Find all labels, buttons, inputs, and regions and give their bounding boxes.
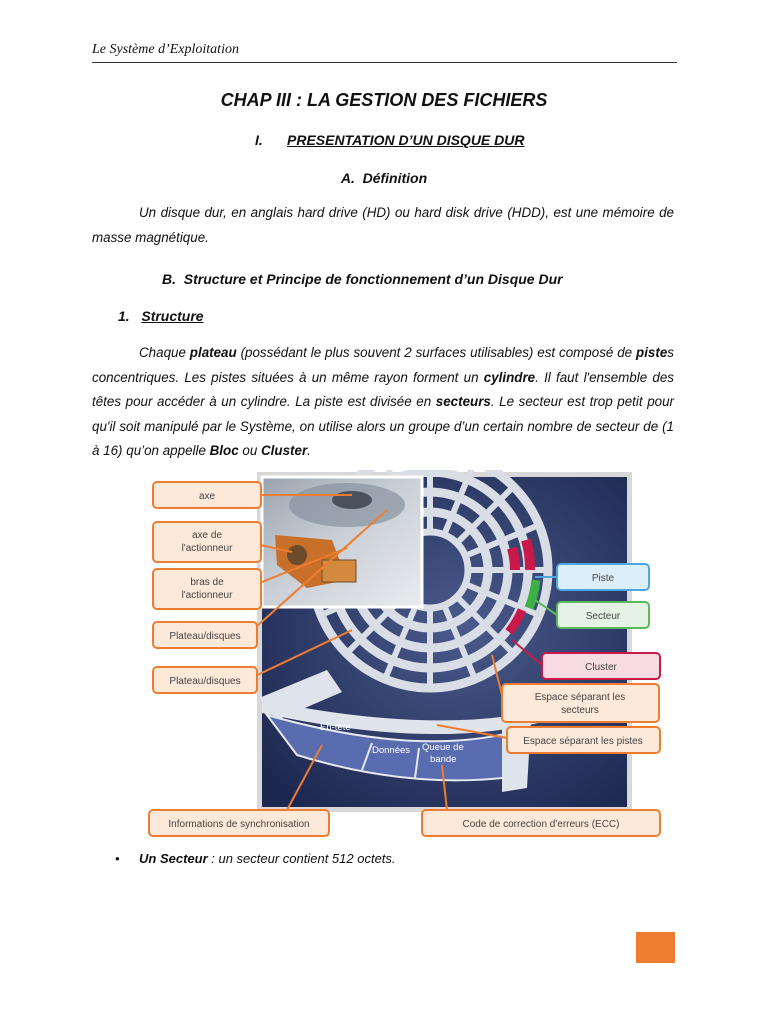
cluster-highlight xyxy=(526,540,530,570)
chapter-title: CHAP III : LA GESTION DES FICHIERS xyxy=(220,90,548,110)
bras-actionneur-box xyxy=(153,569,261,609)
axe-actionneur-label-2: l'actionneur xyxy=(181,543,233,554)
para-text: . Il faut l'ensemble des têtes pour accéder à un cylindre. La piste est divisée en xyxy=(92,369,674,409)
definition-paragraph xyxy=(92,201,674,250)
disk-structure-figure xyxy=(147,470,667,842)
running-header: Le Système d’Exploitation xyxy=(92,42,239,57)
term-piste: piste xyxy=(636,345,668,360)
para-text: . xyxy=(307,443,311,458)
photo-pivot xyxy=(287,545,307,565)
plateau-label-1: Plateau/disques xyxy=(169,631,241,642)
subsection-b-heading xyxy=(162,271,563,287)
structure-number: 1. xyxy=(118,308,130,324)
plateau-label-2: Plateau/disques xyxy=(169,676,241,687)
term-secteurs: secteurs xyxy=(435,394,491,409)
definition-text: Un disque dur, en anglais hard drive (HD) ou hard disk drive (HDD), est une mémoire de masse magnétique. xyxy=(92,205,674,245)
queue-label-2: bande xyxy=(430,754,457,765)
bras-actionneur-label-2: l'actionneur xyxy=(181,590,233,601)
term-cylindre: cylindre xyxy=(483,369,536,385)
term-bloc: Bloc xyxy=(209,443,239,458)
section-number: I. xyxy=(255,132,263,148)
para-text: s concentriques. Les pistes situées à un même rayon forment un xyxy=(92,345,674,385)
photo-spindle xyxy=(332,491,372,509)
subsection-b-title: Structure et Principe de fonctionnement d’un Disque Dur xyxy=(183,271,563,287)
structure-paragraph xyxy=(92,341,674,464)
subsection-a-heading xyxy=(0,170,768,186)
header-rule xyxy=(92,62,677,63)
cluster-highlight xyxy=(512,548,515,570)
para-text: (possédant le plus souvent 2 surfaces utilisables) est composé de xyxy=(236,345,637,360)
disk-diagram-svg xyxy=(147,470,667,842)
section-heading xyxy=(255,132,525,148)
info-sync-label: Informations de synchronisation xyxy=(168,819,310,830)
espace-secteurs-label-2: secteurs xyxy=(561,705,599,716)
entete-label: En-tête xyxy=(320,722,351,733)
subsection-a-label: A. xyxy=(340,170,355,186)
term-cluster: Cluster xyxy=(261,443,308,458)
donnees-label: Données xyxy=(372,745,411,756)
structure-title: Structure xyxy=(141,308,204,324)
espace-secteurs-label-1: Espace séparant les xyxy=(534,692,626,703)
term-plateau: plateau xyxy=(189,345,237,360)
subsection-b-label: B. xyxy=(162,271,176,287)
section-title: PRESENTATION D’UN DISQUE DUR xyxy=(287,132,525,148)
para-text: . Le secteur est trop petit pour qu'il soit manipulé par le Système, on utilise alors un groupe d’un certain nombre de secteur de (1 à 16) qu’on appelle xyxy=(92,394,674,458)
bras-actionneur-label-1: bras de xyxy=(190,577,224,588)
subsection-a-title: Définition xyxy=(362,170,428,186)
bullet-text: : un secteur contient 512 octets. xyxy=(207,851,396,866)
para-text: Chaque xyxy=(139,345,190,360)
axe-actionneur-box xyxy=(153,522,261,562)
espace-secteurs-box xyxy=(502,684,659,722)
bullet-dot: • xyxy=(115,851,120,866)
piste-label: Piste xyxy=(591,573,615,584)
structure-heading xyxy=(118,308,204,324)
espace-pistes-label: Espace séparant les pistes xyxy=(523,736,643,747)
cluster-label: Cluster xyxy=(585,662,617,673)
page-marker xyxy=(636,932,675,963)
ecc-label: Code de correction d'erreurs (ECC) xyxy=(462,819,620,830)
bullet-term: Un Secteur xyxy=(139,851,208,866)
bullet-item xyxy=(115,851,396,866)
axe-actionneur-label-1: axe de xyxy=(191,530,223,541)
para-text: ou xyxy=(238,443,262,458)
queue-label-1: Queue de xyxy=(422,742,464,753)
axe-label: axe xyxy=(198,491,216,502)
secteur-label: Secteur xyxy=(585,611,621,622)
